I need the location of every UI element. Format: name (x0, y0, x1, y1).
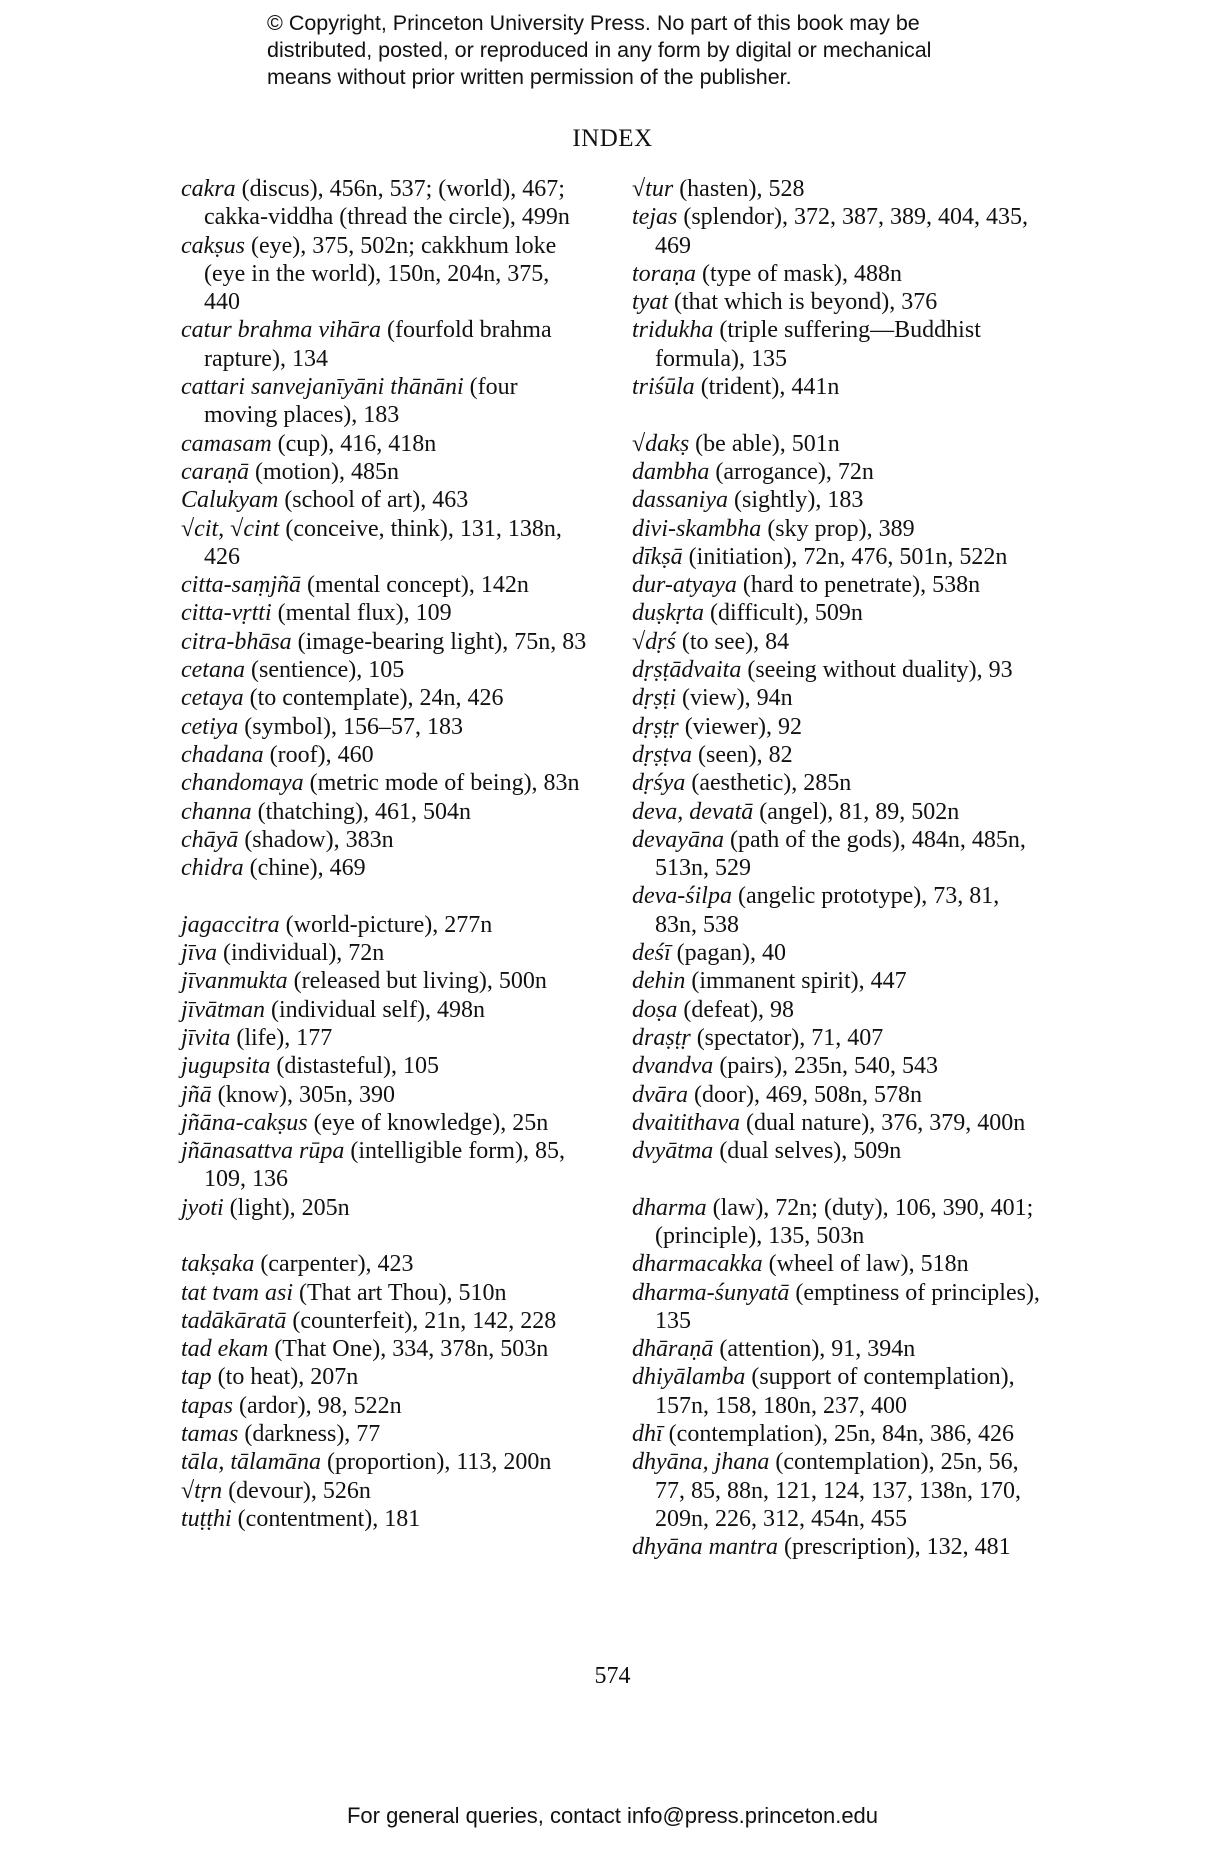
entry-references: (spectator), 71, 407 (690, 1024, 884, 1051)
entry-references: (school of art), 463 (278, 487, 469, 514)
index-entry (632, 1279, 1047, 1336)
index-entry (632, 939, 1047, 967)
index-column-left (181, 175, 591, 1533)
entry-headword: dṛṣṭi (632, 685, 677, 712)
entry-headword: draṣṭṛ (632, 1024, 691, 1051)
entry-references: (distasteful), 105 (270, 1053, 439, 1080)
footer-contact: For general queries, contact info@press.princeton.edu (346, 1803, 879, 1828)
entry-references: (roof), 460 (263, 741, 374, 768)
entry-headword: dehin (632, 968, 686, 995)
entry-headword: citra-bhāsa (181, 628, 292, 655)
entry-headword: deva, devatā (632, 798, 754, 825)
index-entry (632, 628, 1047, 656)
entry-headword: jīvita (181, 1024, 231, 1051)
entry-headword: tat tvam asi (181, 1279, 293, 1306)
index-entry (632, 684, 1047, 712)
entry-references: (emptiness of principles), 135 (655, 1279, 1040, 1334)
entry-references: (type of mask), 488n (696, 260, 902, 287)
index-entry (181, 769, 591, 797)
entry-references: (support of contemplation), 157n, 158, 180n, 237, 400 (655, 1364, 1015, 1419)
index-entry (181, 1505, 591, 1533)
entry-headword: caraṇā (181, 458, 249, 485)
entry-references: (pagan), 40 (670, 940, 786, 967)
index-entry (181, 571, 591, 599)
entry-headword: deva-śilpa (632, 883, 732, 910)
entry-headword: dharmacakka (632, 1251, 763, 1278)
entry-references: (eye of knowledge), 25n (307, 1109, 549, 1136)
index-entry (181, 1420, 591, 1448)
index-entry (632, 1420, 1047, 1448)
index-entry (181, 373, 591, 430)
index-entry (181, 1081, 591, 1109)
index-entry (632, 599, 1047, 627)
index-entry (181, 1279, 591, 1307)
entry-references: (mental flux), 109 (271, 600, 452, 627)
entry-headword: chidra (181, 855, 244, 882)
entry-headword: dur-atyaya (632, 572, 737, 599)
entry-references: (contemplation), 25n, 56, 77, 85, 88n, 121, 124, 137, 138n, 170, 209n, 226, 312, 454n, 455 (655, 1449, 1021, 1532)
entry-headword: dṛṣṭādvaita (632, 657, 742, 684)
index-entry (181, 1024, 591, 1052)
entry-references: (trident), 441n (694, 374, 840, 401)
entry-headword: jīva (181, 940, 217, 967)
entry-references: (sightly), 183 (728, 487, 864, 514)
entry-references: (thatching), 461, 504n (251, 798, 471, 825)
entry-references: (defeat), 98 (677, 996, 794, 1023)
entry-references: (carpenter), 423 (254, 1251, 414, 1278)
entry-references: (angel), 81, 89, 502n (753, 798, 960, 825)
entry-references: (That One), 334, 378n, 503n (268, 1336, 549, 1363)
index-entry (632, 1335, 1047, 1363)
entry-headword: jagaccitra (181, 911, 280, 938)
index-entry (632, 713, 1047, 741)
index-entry (632, 288, 1047, 316)
copyright-line: means without prior written permission of the publisher. (267, 65, 792, 89)
entry-references: (to heat), 207n (211, 1364, 359, 1391)
entry-headword: tridukha (632, 317, 714, 344)
entry-references: (initiation), 72n, 476, 501n, 522n (682, 543, 1008, 570)
entry-headword: cetiya (181, 713, 239, 740)
entry-headword: dassaniya (632, 487, 728, 514)
entry-headword: jñāna-cakṣus (181, 1109, 308, 1136)
entry-references: (be able), 501n (689, 430, 840, 457)
entry-references: (darkness), 77 (238, 1421, 381, 1448)
entry-references: (contentment), 181 (231, 1505, 421, 1532)
index-entry (181, 458, 591, 486)
entry-references: (counterfeit), 21n, 142, 228 (286, 1307, 557, 1334)
index-entry (181, 911, 591, 939)
index-entry (181, 1448, 591, 1476)
entry-headword: dhyāna, jhana (632, 1449, 770, 1476)
entry-references: (contemplation), 25n, 84n, 386, 426 (662, 1421, 1014, 1448)
index-entry (632, 571, 1047, 599)
index-entry (181, 628, 591, 656)
index-entry (632, 1363, 1047, 1420)
entry-headword: cetana (181, 657, 245, 684)
entry-headword: tejas (632, 204, 678, 231)
entry-headword: √cit, √cint (181, 515, 280, 542)
entry-references: (shadow), 383n (238, 826, 394, 853)
entry-headword: toraṇa (632, 260, 697, 287)
entry-headword: deśī (632, 940, 671, 967)
entry-references: (devour), 526n (222, 1477, 371, 1504)
entry-references: (life), 177 (230, 1024, 333, 1051)
entry-headword: doṣa (632, 996, 678, 1023)
index-entry (181, 486, 591, 514)
entry-headword: dhiyālamba (632, 1364, 746, 1391)
entry-headword: cetaya (181, 685, 244, 712)
index-entry (632, 316, 1047, 373)
index-entry (181, 1392, 591, 1420)
index-entry (632, 996, 1047, 1024)
page-number: 574 (594, 1663, 631, 1689)
index-entry (181, 1250, 591, 1278)
entry-headword: dhyāna mantra (632, 1534, 778, 1561)
index-entry (181, 854, 591, 882)
entry-headword: dṛṣṭṛ (632, 713, 679, 740)
index-entry (632, 798, 1047, 826)
index-entry (632, 1024, 1047, 1052)
copyright-notice (267, 10, 1067, 91)
entry-references: (door), 469, 508n, 578n (688, 1081, 922, 1108)
entry-headword: divi-skambha (632, 515, 762, 542)
entry-headword: citta-vṛtti (181, 600, 272, 627)
index-entry (181, 1335, 591, 1363)
entry-headword: cakra (181, 176, 236, 202)
entry-headword: dīkṣā (632, 543, 683, 570)
entry-references: (mental concept), 142n (301, 572, 529, 599)
entry-headword: citta-saṃjñā (181, 572, 301, 599)
entry-references: (metric mode of being), 83n (303, 770, 580, 797)
index-entry (632, 260, 1047, 288)
index-entry (632, 1081, 1047, 1109)
entry-references: (ardor), 98, 522n (233, 1392, 402, 1419)
entry-references: (know), 305n, 390 (211, 1081, 395, 1108)
index-entry (181, 1194, 591, 1222)
entry-references: (individual), 72n (217, 940, 385, 967)
entry-headword: devayāna (632, 826, 724, 853)
index-entry (632, 515, 1047, 543)
index-entry (632, 1448, 1047, 1533)
entry-references: (angelic prototype), 73, 81, 83n, 538 (655, 883, 1000, 938)
index-entry (181, 232, 591, 317)
entry-references: (splendor), 372, 387, 389, 404, 435, 469 (655, 204, 1028, 259)
entry-references: (dual selves), 509n (713, 1138, 902, 1165)
index-entry (181, 1307, 591, 1335)
entry-headword: tāla, tālamāna (181, 1449, 322, 1476)
entry-references: (individual self), 498n (265, 996, 485, 1023)
index-entry (181, 713, 591, 741)
index-entry (181, 741, 591, 769)
entry-headword: tadākāratā (181, 1307, 287, 1334)
entry-headword: √tur (632, 176, 674, 202)
index-entry (181, 939, 591, 967)
entry-references: (view), 94n (676, 685, 793, 712)
index-entry (632, 1194, 1047, 1251)
index-entry (181, 515, 591, 572)
entry-references: (law), 72n; (duty), 106, 390, 401; (principle), 135, 503n (655, 1194, 1034, 1249)
copyright-line: distributed, posted, or reproduced in any form by digital or mechanical (267, 38, 932, 62)
entry-references: (eye), 375, 502n; cakkhum loke (eye in the world), 150n, 204n, 375, 440 (204, 232, 557, 316)
index-entry (181, 316, 591, 373)
index-column-right (632, 175, 1047, 1562)
entry-references: (attention), 91, 394n (713, 1336, 916, 1363)
entry-references: (intelligible form), 85, 109, 136 (204, 1138, 565, 1193)
index-entry (181, 1363, 591, 1391)
entry-references: (viewer), 92 (678, 713, 802, 740)
entry-references: (fourfold brahma rapture), 134 (204, 317, 552, 372)
entry-headword: dṛśya (632, 770, 686, 797)
entry-references: (triple suffering—Buddhist formula), 135 (655, 317, 981, 372)
entry-headword: chadana (181, 741, 264, 768)
index-entry (632, 1533, 1047, 1561)
entry-headword: tap (181, 1364, 212, 1391)
index-entry (632, 175, 1047, 203)
index-entry (632, 826, 1047, 883)
entry-references: (to see), 84 (675, 628, 790, 655)
index-entry (632, 769, 1047, 797)
entry-headword: √dṛś (632, 628, 676, 655)
index-entry (181, 996, 591, 1024)
index-entry (632, 486, 1047, 514)
index-entry (632, 430, 1047, 458)
index-entry (181, 1477, 591, 1505)
entry-headword: dhī (632, 1421, 663, 1448)
entry-references: (immanent spirit), 447 (685, 968, 907, 995)
index-entry (181, 175, 591, 232)
entry-references: (chine), 469 (243, 855, 366, 882)
entry-headword: tamas (181, 1421, 239, 1448)
entry-references: (light), 205n (223, 1194, 350, 1221)
entry-headword: dvyātma (632, 1138, 714, 1165)
entry-headword: channa (181, 798, 252, 825)
entry-references: (seen), 82 (692, 741, 793, 768)
entry-headword: chandomaya (181, 770, 304, 797)
entry-headword: tapas (181, 1392, 234, 1419)
entry-headword: takṣaka (181, 1251, 255, 1278)
entry-headword: √dakṣ (632, 430, 690, 457)
entry-headword: camasam (181, 430, 272, 457)
entry-references: (arrogance), 72n (709, 458, 874, 485)
entry-references: (sentience), 105 (244, 657, 405, 684)
index-entry (632, 543, 1047, 571)
entry-references: (That art Thou), 510n (293, 1279, 507, 1306)
index-entry (632, 1109, 1047, 1137)
index-entry (632, 882, 1047, 939)
index-entry (181, 967, 591, 995)
entry-headword: jīvanmukta (181, 968, 288, 995)
index-entry (181, 1052, 591, 1080)
section-gap (632, 1165, 1047, 1193)
entry-headword: dambha (632, 458, 710, 485)
entry-headword: cattari sanvejanīyāni thānāni (181, 374, 464, 401)
section-gap (181, 882, 591, 910)
entry-headword: dhāraṇā (632, 1336, 714, 1363)
entry-headword: jñānasattva rūpa (181, 1138, 345, 1165)
entry-headword: triśūla (632, 374, 695, 401)
entry-headword: jñā (181, 1081, 212, 1108)
copyright-line: © Copyright, Princeton University Press. No part of this book may be (267, 11, 920, 35)
entry-references: (world-picture), 277n (279, 911, 493, 938)
entry-headword: duṣkṛta (632, 600, 704, 627)
entry-references: (discus), 456n, 537; (world), 467; cakka-viddha (thread the circle), 499n (204, 176, 570, 231)
index-entry (632, 741, 1047, 769)
index-entry (632, 1052, 1047, 1080)
index-entry (181, 684, 591, 712)
index-entry (632, 967, 1047, 995)
section-gap (632, 401, 1047, 429)
index-entry (632, 1250, 1047, 1278)
index-entry (632, 458, 1047, 486)
entry-references: (image-bearing light), 75n, 83 (291, 628, 587, 655)
index-entry (181, 826, 591, 854)
entry-headword: catur brahma vihāra (181, 317, 381, 344)
entry-references: (symbol), 156–57, 183 (238, 713, 463, 740)
entry-headword: chāyā (181, 826, 239, 853)
index-entry (632, 203, 1047, 260)
entry-references: (released but living), 500n (287, 968, 547, 995)
entry-references: (prescription), 132, 481 (778, 1534, 1011, 1561)
entry-references: (dual nature), 376, 379, 400n (739, 1109, 1026, 1136)
entry-headword: √tṛn (181, 1477, 223, 1504)
entry-headword: tuṭṭhi (181, 1505, 232, 1532)
entry-headword: dṛṣṭva (632, 741, 692, 768)
index-entry (632, 373, 1047, 401)
entry-headword: jyoti (181, 1194, 224, 1221)
entry-references: (hard to penetrate), 538n (736, 572, 981, 599)
entry-headword: dharma-śunyatā (632, 1279, 790, 1306)
entry-references: (path of the gods), 484n, 485n, 513n, 529 (655, 826, 1026, 882)
entry-headword: dharma (632, 1194, 707, 1221)
entry-references: (cup), 416, 418n (271, 430, 437, 457)
entry-references: (sky prop), 389 (761, 515, 915, 542)
entry-references: (proportion), 113, 200n (321, 1449, 552, 1476)
entry-references: (seeing without duality), 93 (741, 657, 1013, 684)
index-entry (181, 798, 591, 826)
index-entry (181, 656, 591, 684)
entry-headword: tad ekam (181, 1336, 269, 1363)
entry-references: (four moving places), 183 (204, 374, 518, 429)
index-entry (181, 1109, 591, 1137)
index-entry (632, 656, 1047, 684)
entry-references: (to contemplate), 24n, 426 (243, 685, 504, 712)
entry-headword: dvaitithava (632, 1109, 740, 1136)
entry-references: (that which is beyond), 376 (668, 289, 938, 316)
entry-headword: Calukyam (181, 487, 279, 514)
entry-headword: jīvātman (181, 996, 265, 1023)
entry-references: (difficult), 509n (704, 600, 863, 627)
entry-references: (hasten), 528 (673, 176, 805, 202)
entry-headword: dvāra (632, 1081, 688, 1108)
entry-headword: jugupsita (181, 1053, 271, 1080)
entry-headword: dvandva (632, 1053, 714, 1080)
entry-references: (aesthetic), 285n (685, 770, 852, 797)
entry-references: (wheel of law), 518n (762, 1251, 969, 1278)
entry-headword: tyat (632, 289, 668, 316)
entry-references: (pairs), 235n, 540, 543 (713, 1053, 938, 1080)
index-entry (181, 599, 591, 627)
section-gap (181, 1222, 591, 1250)
index-entry (632, 1137, 1047, 1165)
entry-headword: cakṣus (181, 232, 245, 259)
index-entry (181, 430, 591, 458)
page-header: INDEX (572, 125, 653, 152)
entry-references: (motion), 485n (249, 458, 399, 485)
index-entry (181, 1137, 591, 1194)
entry-references: (conceive, think), 131, 138n, 426 (204, 515, 562, 570)
